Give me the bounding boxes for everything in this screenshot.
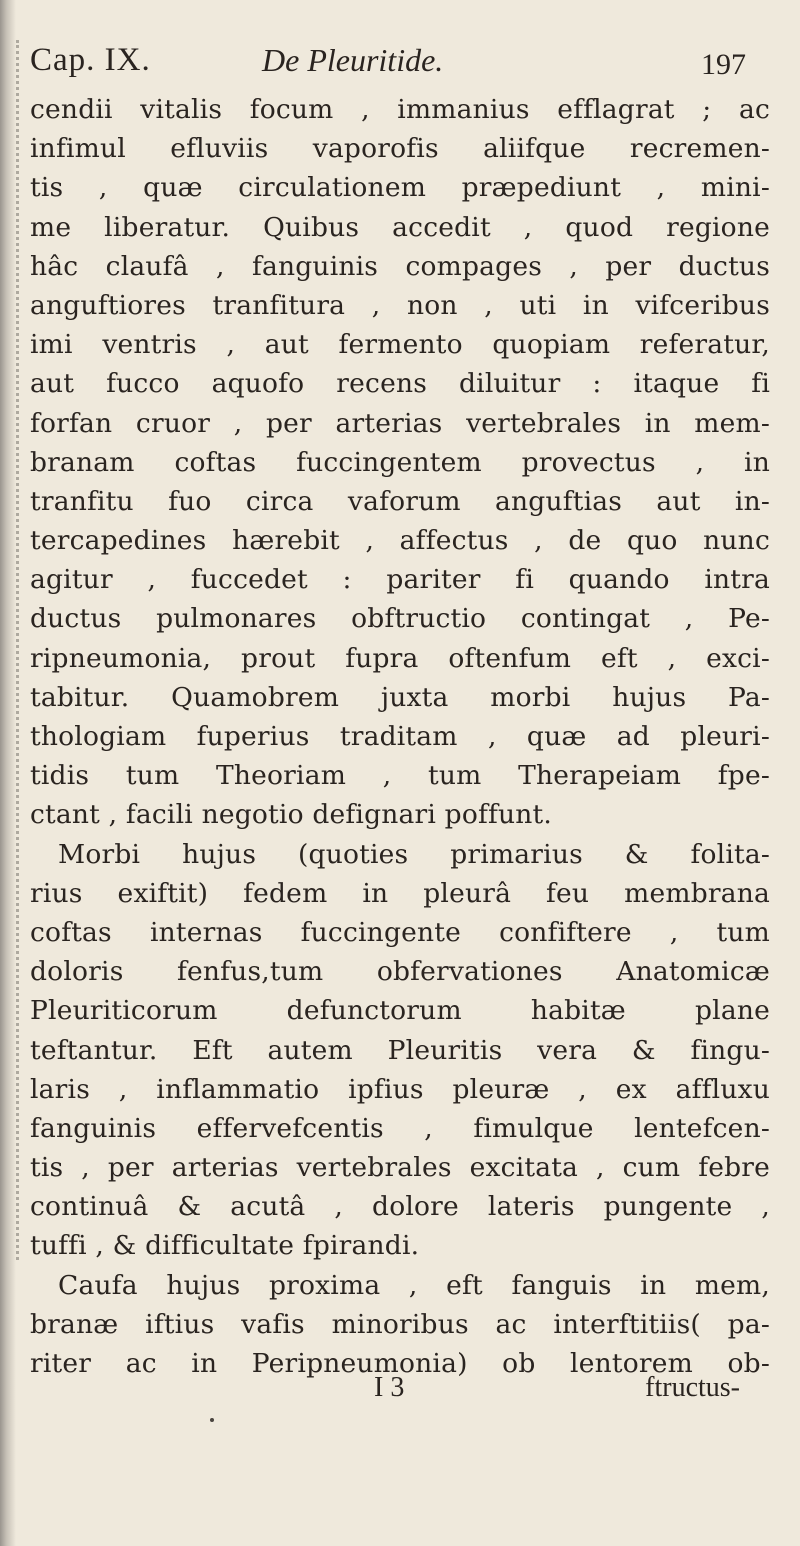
text-line: riter ac in Peripneumonia) ob lentorem ob- bbox=[30, 1348, 770, 1379]
body-text bbox=[30, 90, 770, 1383]
page-footer bbox=[30, 1372, 770, 1412]
text-line: Morbi hujus (quoties primarius & folita- bbox=[58, 838, 770, 870]
gutter-marks bbox=[16, 40, 27, 1260]
section-title: De Pleuritide. bbox=[262, 42, 444, 78]
text-line: tuffi , & difficultate fpirandi. bbox=[30, 1230, 420, 1262]
text-line: imi ventris , aut fermento quopiam referatur, bbox=[30, 329, 770, 361]
text-line: Caufa hujus proxima , eft fanguis in mem, bbox=[58, 1269, 770, 1301]
text-line: anguftiores tranfitura , non , uti in vifceribus bbox=[30, 289, 770, 321]
text-line: forfan cruor , per arterias vertebrales in mem- bbox=[30, 407, 770, 439]
text-line: coftas internas fuccingente confiftere , tum bbox=[30, 916, 770, 948]
text-line: tranfitu fuo circa vaforum anguftias aut in- bbox=[30, 485, 770, 517]
text-line: aut fucco aquofo recens diluitur : itaque fi bbox=[30, 368, 770, 400]
ink-speck bbox=[210, 1418, 214, 1422]
text-line: ctant , facili negotio defignari poffunt. bbox=[30, 799, 553, 831]
text-line: fanguinis effervefcentis , fimulque lentefcen- bbox=[30, 1112, 770, 1144]
text-line: branæ iftius vafis minoribus ac interftitiis( pa- bbox=[30, 1308, 770, 1340]
text-line: teftantur. Eft autem Pleuritis vera & fingu- bbox=[30, 1034, 770, 1066]
catchword: ftructus- bbox=[645, 1372, 740, 1403]
text-line: tidis tum Theoriam , tum Therapeiam fpe- bbox=[30, 760, 770, 792]
text-line: agitur , fuccedet : pariter fi quando intra bbox=[30, 564, 770, 596]
chapter-heading: Cap. IX. bbox=[30, 42, 151, 78]
text-line: thologiam fuperius traditam , quæ ad pleuri- bbox=[30, 721, 770, 752]
text-line: tercapedines hærebit , affectus , de quo nunc bbox=[30, 525, 770, 557]
text-line: branam coftas fuccingentem provectus , in bbox=[30, 446, 770, 478]
binding-shadow bbox=[0, 0, 16, 1546]
text-line: cendii vitalis focum , immanius efflagrat ; ac bbox=[30, 94, 770, 125]
text-line: infimul efluviis vaporofis aliifque recremen- bbox=[30, 133, 770, 165]
text-line: Pleuriticorum defunctorum habitæ plane bbox=[30, 995, 770, 1027]
signature-mark: I 3 bbox=[374, 1372, 405, 1403]
text-line: tis , quæ circulationem præpediunt , mini- bbox=[30, 172, 770, 204]
text-line: ductus pulmonares obftructio contingat , Pe- bbox=[30, 603, 770, 635]
text-line: me liberatur. Quibus accedit , quod regione bbox=[30, 211, 770, 243]
running-header bbox=[30, 20, 770, 84]
text-line: ripneumonia, prout fupra oftenfum eft , exci- bbox=[30, 642, 770, 674]
text-line: tis , per arterias vertebrales excitata , cum febre bbox=[30, 1152, 770, 1184]
text-line: rius exiftit) fedem in pleurâ feu membrana bbox=[30, 877, 770, 909]
text-line: tabitur. Quamobrem juxta morbi hujus Pa- bbox=[30, 681, 770, 713]
text-line: laris , inflammatio ipfius pleuræ , ex affluxu bbox=[30, 1073, 770, 1105]
page-number: 197 bbox=[701, 48, 746, 81]
text-line: continuâ & acutâ , dolore lateris pungente , bbox=[30, 1191, 770, 1223]
text-line: hâc claufâ , fanguinis compages , per ductus bbox=[30, 250, 770, 282]
text-line: doloris fenfus,tum obfervationes Anatomicæ bbox=[30, 956, 770, 988]
